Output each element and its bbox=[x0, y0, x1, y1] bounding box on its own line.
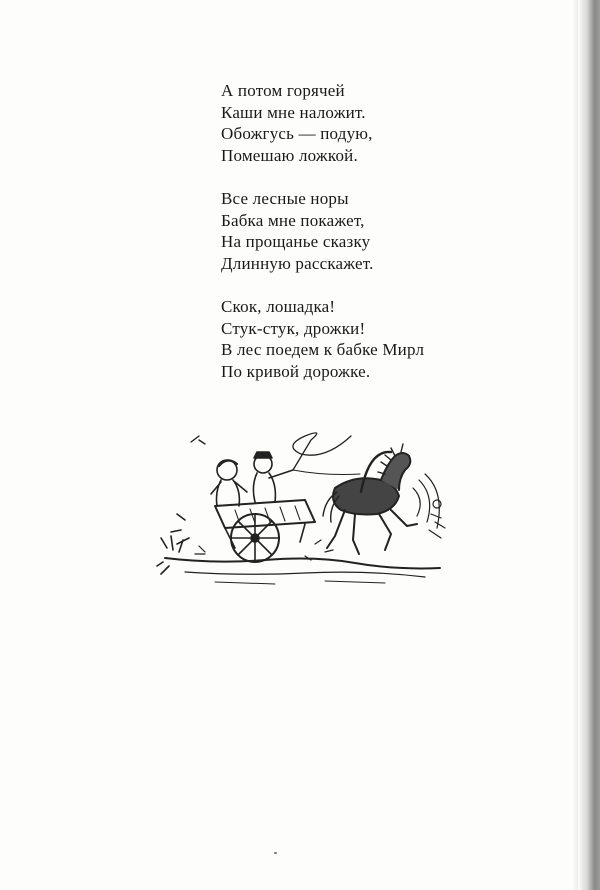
poem-line: Скок, лошадка! bbox=[221, 297, 336, 316]
page-edge bbox=[578, 0, 600, 890]
poem-line: Все лесные норы bbox=[221, 189, 349, 208]
poem bbox=[221, 80, 521, 404]
horse-drawn-cart-illustration bbox=[155, 430, 450, 595]
stanza-1 bbox=[221, 80, 521, 166]
poem-line: Помешаю ложкой. bbox=[221, 145, 358, 165]
poem-line: Обожгусь — подую, bbox=[221, 124, 373, 143]
poem-line: А потом горячей bbox=[221, 81, 345, 100]
poem-line: Длинную расскажет. bbox=[221, 253, 374, 273]
poem-line: В лес поедем к бабке Мирл bbox=[221, 340, 425, 359]
stanza-2 bbox=[221, 188, 521, 274]
poem-line: Каши мне наложит. bbox=[221, 102, 366, 122]
poem-line: Стук-стук, дрожки! bbox=[221, 318, 366, 338]
poem-line: На прощанье сказку bbox=[221, 232, 371, 251]
poem-line: Бабка мне покажет, bbox=[221, 210, 365, 230]
stanza-3 bbox=[221, 296, 521, 382]
ink-speck bbox=[274, 852, 277, 854]
poem-line: По кривой дорожке. bbox=[221, 361, 371, 381]
